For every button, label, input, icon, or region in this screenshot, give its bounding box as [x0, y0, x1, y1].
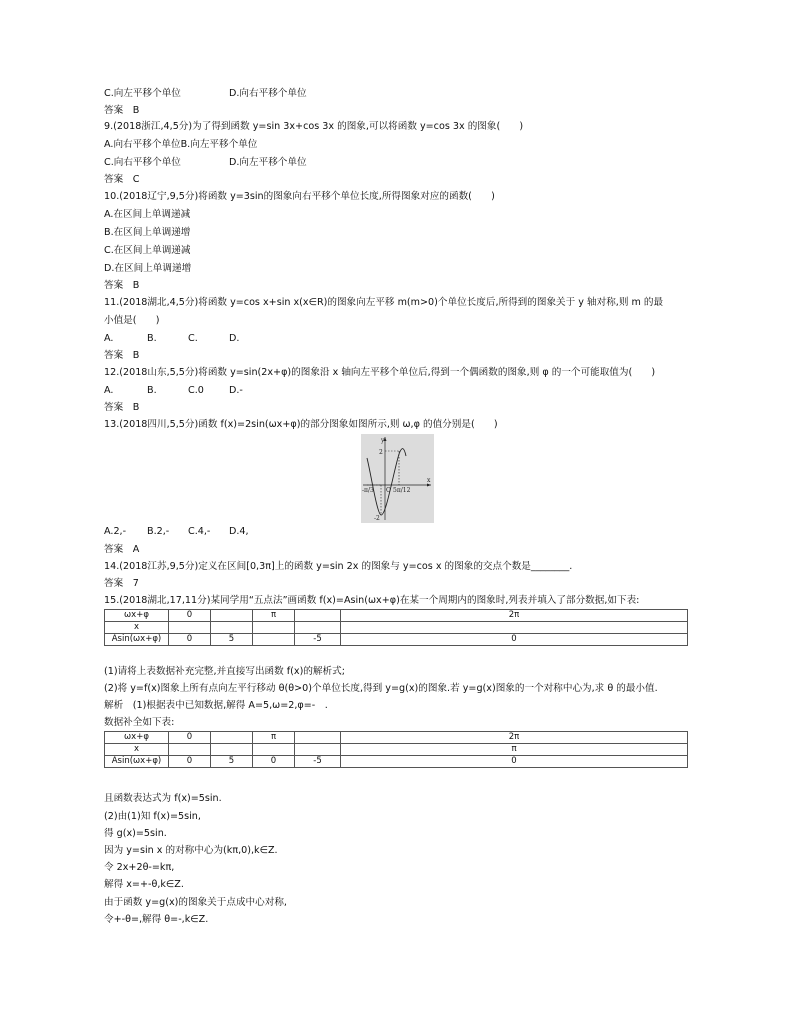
table-cell: 0: [169, 732, 211, 744]
y-axis-label: y: [381, 437, 385, 444]
table-cell: Asin(ωx+φ): [105, 756, 169, 768]
table-cell: x: [105, 622, 169, 634]
table-cell: [169, 744, 211, 756]
answer: 答案 B: [104, 105, 140, 116]
origin-label: O: [386, 487, 391, 494]
option-b: B.在区间上单调递增: [104, 227, 191, 238]
table-cell: 5: [211, 756, 253, 768]
part-2: (2)将 y=f(x)图象上所有点向左平行移动 θ(θ>0)个单位长度,得到 y=g(x)的图象.若 y=g(x)图象的一个对称中心为,求 θ 的最小值.: [104, 683, 658, 694]
option-d: D.在区间上单调递增: [104, 263, 192, 274]
choice-b: B.: [147, 385, 157, 396]
table-cell: π: [253, 732, 295, 744]
choice-c: C.0: [188, 385, 204, 396]
x-right-label: 5π/12: [393, 487, 411, 494]
x-axis-label: x: [427, 477, 431, 484]
table-cell: [211, 744, 253, 756]
y-min-label: -2: [374, 515, 380, 522]
part-1: (1)请将上表数据补充完整,并直接写出函数 f(x)的解析式;: [104, 666, 345, 677]
table-intro: 数据补全如下表:: [104, 717, 175, 728]
table-cell: 2π: [341, 610, 688, 622]
question-9: 9.(2018浙江,4,5分)为了得到函数 y=sin 3x+cos 3x 的图象,可以将函数 y=cos 3x 的图象( ): [104, 121, 524, 132]
option-c: C.向右平移个单位: [104, 157, 181, 168]
option-a: A.在区间上单调递减: [104, 209, 191, 220]
table-cell: x: [105, 744, 169, 756]
solution-line: 由于函数 y=g(x)的图象关于点成中心对称,: [104, 897, 287, 908]
table-cell: 0: [169, 756, 211, 768]
table-cell: [253, 622, 295, 634]
answer: 答案 C: [104, 174, 140, 185]
table-cell: [253, 744, 295, 756]
answer: 答案 7: [104, 578, 139, 589]
sine-graph-figure: [361, 434, 434, 523]
table-cell: 0: [253, 756, 295, 768]
five-point-table-2: [104, 731, 688, 768]
choice-b: B.: [147, 333, 157, 344]
solution-start: 解析 (1)根据表中已知数据,解得 A=5,ω=2,φ=- .: [104, 700, 328, 711]
solution-line: 因为 y=sin x 的对称中心为(kπ,0),k∈Z.: [104, 845, 278, 856]
table-cell: 0: [341, 756, 688, 768]
answer: 答案 B: [104, 402, 140, 413]
answer: 答案 B: [104, 280, 140, 291]
choice-a: A.2,-: [104, 526, 127, 537]
table-cell: -5: [295, 634, 341, 646]
table-cell: [295, 744, 341, 756]
question-14: 14.(2018江苏,9,5分)定义在区间[0,3π]上的函数 y=sin 2x 的图象与 y=cos x 的图象的交点个数是________.: [104, 561, 573, 572]
question-13: 13.(2018四川,5,5分)函数 f(x)=2sin(ωx+φ)的部分图象如图所示,则 ω,φ 的值分别是( ): [104, 419, 498, 430]
option-c: C.向左平移个单位: [104, 88, 181, 99]
table-cell: [211, 610, 253, 622]
choice-c: C.4,-: [188, 526, 211, 537]
answer: 答案 A: [104, 544, 140, 555]
table-cell: 0: [341, 634, 688, 646]
table-cell: ωx+φ: [105, 732, 169, 744]
solution-line: 解得 x=+-θ,k∈Z.: [104, 879, 184, 890]
table-row: [105, 732, 688, 744]
table-cell: [341, 622, 688, 634]
table-cell: [211, 732, 253, 744]
choice-d: D.4,: [229, 526, 249, 537]
table-row: [105, 756, 688, 768]
sine-curve: [367, 449, 406, 515]
table-cell: π: [341, 744, 688, 756]
table-cell: [295, 622, 341, 634]
solution-line: 且函数表达式为 f(x)=5sin.: [104, 793, 222, 804]
table-cell: 0: [169, 634, 211, 646]
sine-graph-svg: [361, 434, 434, 523]
question-15: 15.(2018湖北,17,11分)某同学用“五点法”画函数 f(x)=Asin(ωx+φ)在某一个周期内的图象时,列表并填入了部分数据,如下表:: [104, 595, 640, 606]
table-cell: [169, 622, 211, 634]
table-cell: 0: [169, 610, 211, 622]
option-c: C.在区间上单调递减: [104, 245, 191, 256]
option-ab: A.向右平移个单位B.向左平移个单位: [104, 139, 258, 150]
option-d: D.向左平移个单位: [229, 157, 307, 168]
table-row: [105, 610, 688, 622]
table-cell: [295, 732, 341, 744]
table-cell: 2π: [341, 732, 688, 744]
table-row: [105, 744, 688, 756]
solution-line: (2)由(1)知 f(x)=5sin,: [104, 811, 201, 822]
solution-line: 得 g(x)=5sin.: [104, 828, 167, 839]
table-cell: π: [253, 610, 295, 622]
table-row: [105, 622, 688, 634]
question-12: 12.(2018山东,5,5分)将函数 y=sin(2x+φ)的图象沿 x 轴向左平移个单位后,得到一个偶函数的图象,则 φ 的一个可能取值为( ): [104, 367, 656, 378]
five-point-table-1: [104, 609, 688, 646]
table-cell: [295, 610, 341, 622]
question-11: 11.(2018湖北,4,5分)将函数 y=cos x+sin x(x∈R)的图象向左平移 m(m>0)个单位长度后,所得到的图象关于 y 轴对称,则 m 的最: [104, 297, 664, 308]
table-cell: Asin(ωx+φ): [105, 634, 169, 646]
x-left-label: -π/3: [362, 487, 374, 494]
table-cell: [253, 634, 295, 646]
y-max-label: 2: [379, 449, 383, 456]
option-d: D.向右平移个单位: [229, 88, 307, 99]
table-cell: ωx+φ: [105, 610, 169, 622]
question-11-cont: 小值是( ): [104, 315, 160, 326]
answer: 答案 B: [104, 350, 140, 361]
table-cell: [211, 622, 253, 634]
choice-b: B.2,-: [147, 526, 170, 537]
solution-line: 令 2x+2θ-=kπ,: [104, 862, 175, 873]
choice-a: A.: [104, 385, 114, 396]
table-row: [105, 634, 688, 646]
choice-d: D.-: [229, 385, 243, 396]
choice-a: A.: [104, 333, 114, 344]
choice-c: C.: [188, 333, 198, 344]
table-cell: 5: [211, 634, 253, 646]
choice-d: D.: [229, 333, 240, 344]
question-10: 10.(2018辽宁,9,5分)将函数 y=3sin的图象向右平移个单位长度,所得图象对应的函数( ): [104, 191, 495, 202]
table-cell: -5: [295, 756, 341, 768]
solution-line: 令+-θ=,解得 θ=-,k∈Z.: [104, 914, 209, 925]
